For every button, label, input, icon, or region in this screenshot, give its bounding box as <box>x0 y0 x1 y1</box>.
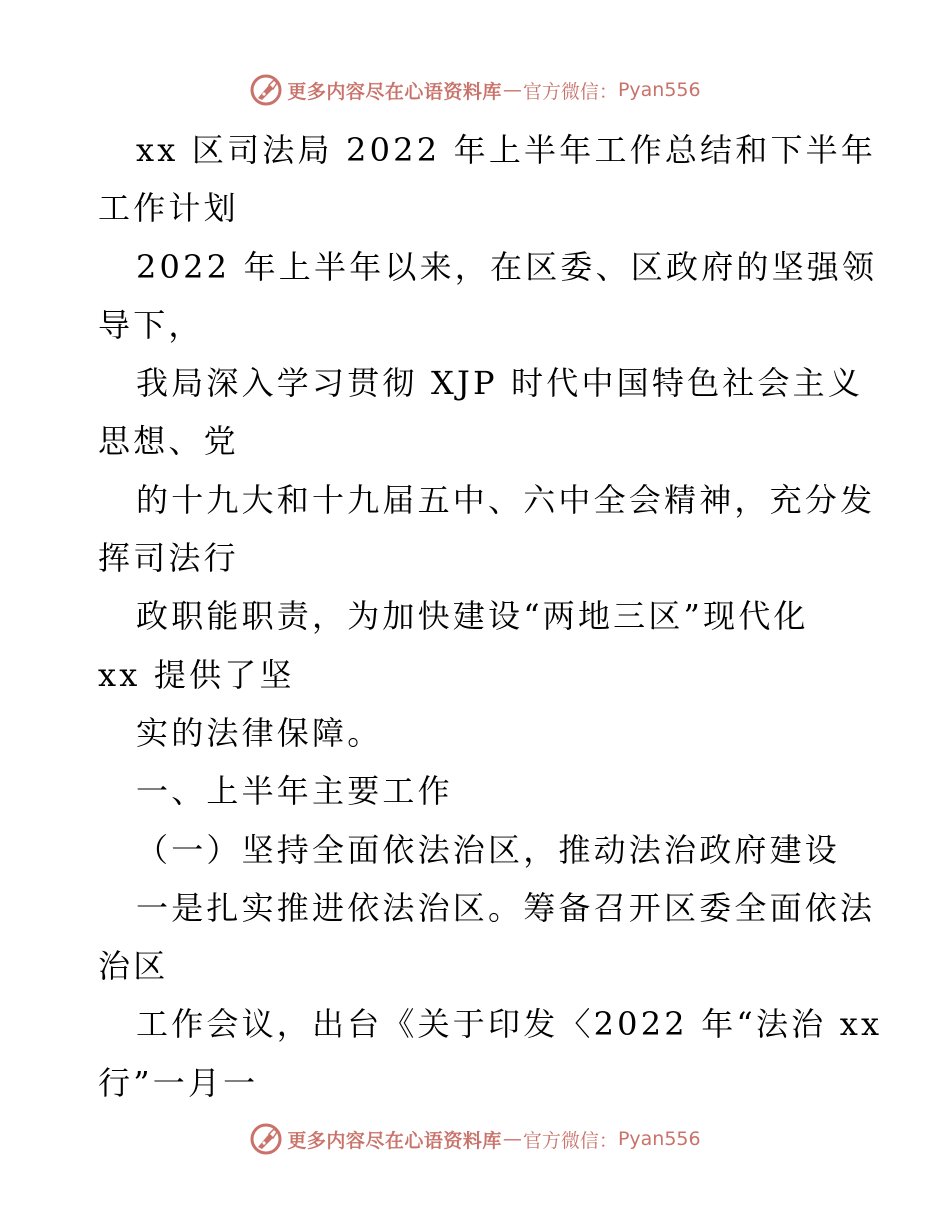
text-line: 的十九大和十九届五中、六中全会精神，充分发 <box>136 480 876 519</box>
text-line: 思想、党 <box>98 422 239 461</box>
watermark-dash: — <box>502 1128 522 1150</box>
watermark-account: Pyan556 <box>617 79 701 101</box>
watermark-account: Pyan556 <box>617 1128 701 1150</box>
text-line: 工作计划 <box>98 189 239 228</box>
text-line: xx 区司法局 2022 年上半年工作总结和下半年 <box>136 131 877 169</box>
watermark-brand-text: 更多内容尽在心语资料库 <box>287 80 502 103</box>
text-line: 一是扎实推进依法治区。筹备召开区委全面依法 <box>136 888 876 927</box>
text-line: xx 提供了坚 <box>98 655 295 694</box>
header-watermark <box>0 70 950 110</box>
watermark-sub-text: 官方微信： <box>522 1129 618 1152</box>
text-line: 工作会议，出台《关于印发〈2022 年“法治 xx <box>136 1005 883 1044</box>
text-line: 治区 <box>98 947 169 986</box>
pen-nib-logo-icon <box>249 73 283 107</box>
pen-nib-logo-icon <box>249 1122 283 1156</box>
text-line: 行”一月一 <box>98 1063 259 1102</box>
document-body <box>98 121 883 1112</box>
watermark-brand-text: 更多内容尽在心语资料库 <box>287 1129 502 1152</box>
watermark-dash: — <box>502 79 522 101</box>
watermark-sub-text: 官方微信： <box>522 80 618 103</box>
text-line: 2022 年上半年以来，在区委、区政府的坚强领 <box>136 247 878 286</box>
text-line: 导下， <box>98 305 204 344</box>
text-line: （一）坚持全面依法治区，推动法治政府建设 <box>136 830 841 869</box>
text-line: 政职能职责，为加快建设“两地三区”现代化 <box>136 597 809 636</box>
text-line: 一、上半年主要工作 <box>136 772 453 811</box>
text-line: 挥司法行 <box>98 539 239 578</box>
text-line: 我局深入学习贯彻 XJP 时代中国特色社会主义 <box>136 364 864 403</box>
footer-watermark <box>0 1119 950 1159</box>
text-line: 实的法律保障。 <box>136 713 383 752</box>
